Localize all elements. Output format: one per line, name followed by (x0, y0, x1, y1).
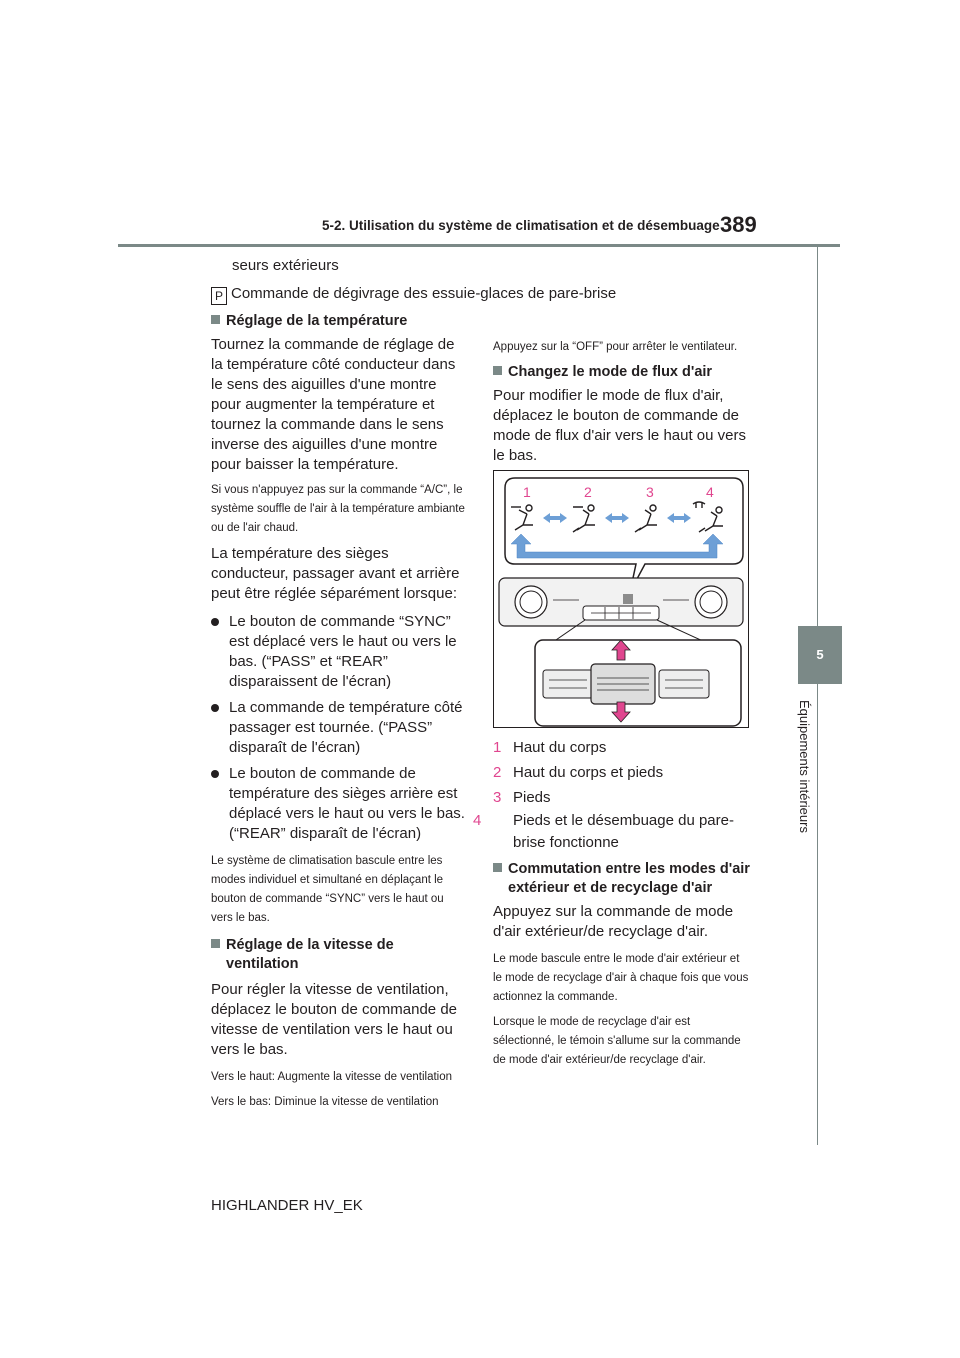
sync-note: Le système de climatisation bascule entre les modes individuel et simultané en déplaçant le bouton de commande “SYNC” vers le haut ou vers le bas. (211, 855, 444, 924)
temp-body: Tournez la commande de réglage de la température côté conducteur dans le sens des aiguilles d'une montre pour augmenter la température et tournez la commande dans le sens inverse des aiguilles d'une montre pour baisser la température. (211, 336, 456, 473)
item-p (211, 284, 616, 305)
recirc-body: Appuyez sur la commande de mode d'air extérieur/de recyclage d'air. (493, 903, 734, 940)
chapter-rule (817, 245, 818, 1145)
heading-square-icon (211, 939, 220, 948)
recirc-heading: Commutation entre les modes d'air extérieur et de recyclage d'air (493, 860, 751, 898)
item-p-text: Commande de dégivrage des essuie-glaces de pare-brise (231, 285, 617, 302)
seat-intro: La température des sièges conducteur, passager avant et arrière peut être réglée séparément lorsque: (211, 545, 460, 602)
chapter-label-text: Équipements intérieurs (797, 700, 812, 833)
right-column-top (493, 338, 751, 466)
left-column (211, 312, 466, 1112)
right-column-bottom (473, 735, 751, 1070)
figure-label-3: 3 (646, 484, 654, 500)
section-title: 5-2. Utilisation du système de climatisation et de désembuage (322, 218, 720, 233)
fan-down-note: Vers le bas: Diminue la vitesse de ventilation (211, 1096, 439, 1108)
mode-item: 1 Haut du corps (493, 739, 607, 756)
figure-label-4: 4 (706, 484, 714, 500)
header-rule (118, 244, 840, 247)
chapter-label (796, 700, 812, 860)
figure-label-2: 2 (584, 484, 592, 500)
bullet-item: Le bouton de commande “SYNC” est déplacé vers le haut ou vers le bas. (“PASS” et “REAR” disparaissent de l'écran) (211, 612, 466, 692)
climate-control-panel (499, 578, 743, 626)
heading-square-icon (211, 315, 220, 324)
fan-body: Pour régler la vitesse de ventilation, déplacez le bouton de commande de vitesse de ventilation vers le haut ou vers le bas. (211, 981, 458, 1058)
airflow-mode-figure (493, 470, 749, 728)
page-number: 389 (720, 212, 757, 237)
heading-square-icon (493, 863, 502, 872)
recirc-note-2: Lorsque le mode de recyclage d'air est sélectionné, le témoin s'allume sur la commande de mode d'air extérieur/de recyclage d'air. (493, 1016, 741, 1066)
fan-heading: Réglage de la vitesse de ventilation (211, 936, 466, 974)
item-p-marker: P (211, 287, 227, 305)
heading-square-icon (493, 366, 502, 375)
temp-heading: Réglage de la température (211, 312, 466, 331)
mode-item: 2 Haut du corps et pieds (493, 764, 664, 781)
fan-up-note: Vers le haut: Augmente la vitesse de ventilation (211, 1071, 453, 1083)
off-note: Appuyez sur la “OFF” pour arrêter le ventilateur. (493, 341, 738, 353)
recirc-note-1: Le mode bascule entre le mode d'air extérieur et le mode de recyclage d'air à chaque fois que vous actionnez la commande. (493, 953, 749, 1003)
airflow-switch-detail (535, 640, 741, 726)
flow-body: Pour modifier le mode de flux d'air, déplacez le bouton de commande de mode de flux d'air vers le haut ou vers le bas. (493, 387, 746, 464)
bullet-item: Le bouton de commande de température des sièges arrière est déplacé vers le haut ou vers le bas. (“REAR” disparaît de l'écran) (211, 764, 466, 844)
figure-label-1: 1 (523, 484, 531, 500)
mode-item: 4 Pieds et le désembuage du pare-brise fonctionne (473, 812, 734, 851)
model-code: HIGHLANDER HV_EK (211, 1197, 363, 1214)
bullet-item: La commande de température côté passager est tournée. (“PASS” disparaît de l'écran) (211, 698, 466, 758)
continued-text: seurs extérieurs (232, 257, 339, 274)
mode-item: 3 Pieds (493, 789, 551, 806)
temp-note: Si vous n'appuyez pas sur la commande “A/C”, le système souffle de l'air à la température ambiante ou de l'air chaud. (211, 484, 465, 534)
flow-heading: Changez le mode de flux d'air (493, 363, 751, 382)
chapter-number-tab: 5 (798, 626, 842, 684)
